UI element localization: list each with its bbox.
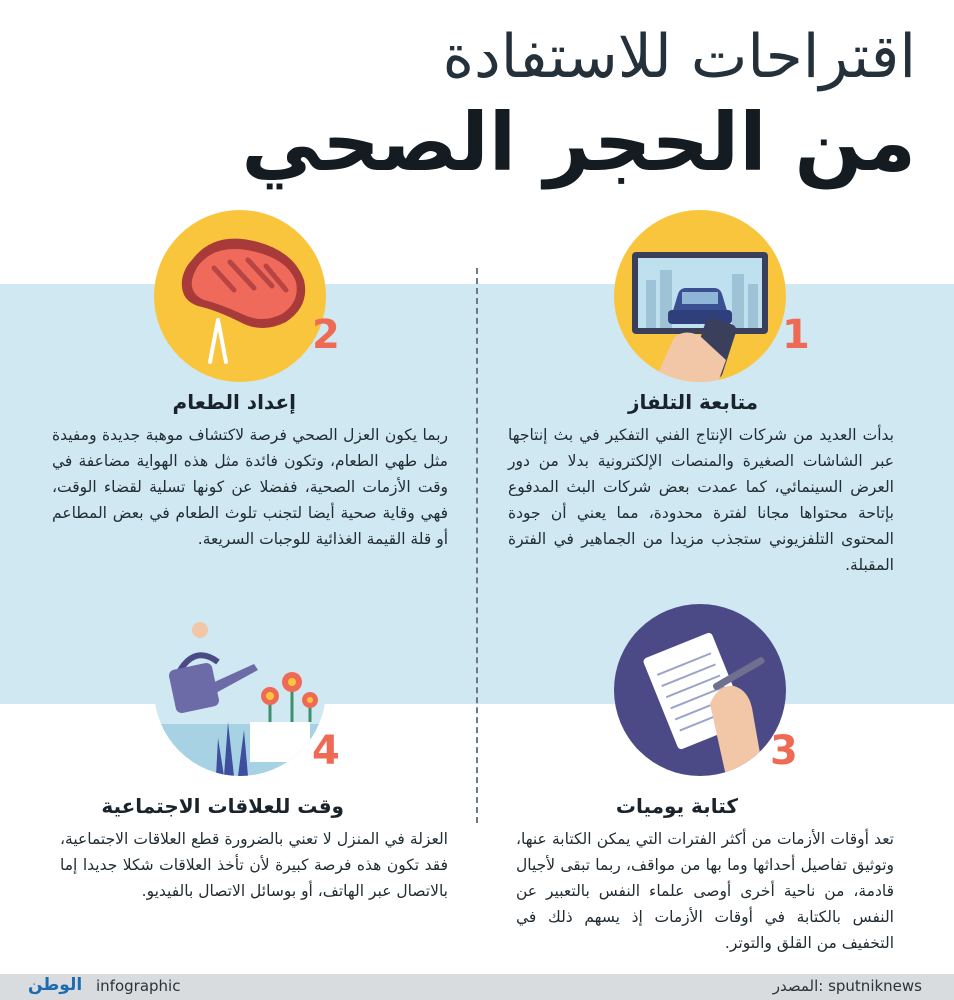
card-2-number: 2 (312, 312, 340, 358)
card-3-body: تعد أوقات الأزمات من أكثر الفترات التي يمكن الكتابة عنها، وتوثيق تفاصيل أحداثها وما بها من مواقف، ربما تبقى لأجيال قادمة، من ناحية أخرى أوصى علماء النفس بالتعبير عن النفس بالكتابة في أوقات الأزمات إذ يسهم ذلك في التخفيف من القلق والتوتر. (516, 830, 894, 952)
card-4-body: العزلة في المنزل لا تعني بالضرورة قطع العلاقات الاجتماعية، فقد تكون هذه فرصة كبيرة لأن تأخذ العلاقات شكلا جديدا إما بالاتصال عبر الهاتف، أو بوسائل الاتصال بالفيديو. (60, 830, 448, 900)
card-1-title: متابعة التلفاز (627, 390, 758, 414)
infographic-label: infographic (96, 977, 181, 995)
card-4-title: وقت للعلاقات الاجتماعية (101, 794, 344, 818)
card-2-body: ربما يكون العزل الصحي فرصة لاكتشاف موهبة جديدة ومفيدة مثل طهي الطعام، وتكون فائدة مثل هذه الهواية مضاعفة في وقت الأزمات الصحية، ففضلا عن كونها تسلية لقضاء الوقت، فهي وقاية صحية أيضا لتجنب تلوث الطعام في بعض المطاعم أو قلة القيمة الغذائية للوجبات السريعة. (52, 426, 448, 548)
card-2-title: إعداد الطعام (172, 390, 296, 414)
page-title-line1: اقتراحات للاستفادة (442, 22, 916, 92)
card-3-number: 3 (770, 728, 798, 774)
alwatan-logo: الوطن (28, 975, 83, 995)
card-3-title: كتابة يوميات (615, 794, 738, 818)
center-divider (476, 268, 478, 823)
page-title-line2: من الحجر الصحي (241, 96, 916, 189)
tv-icon (614, 210, 786, 382)
notebook-pen-icon (614, 604, 786, 776)
footer-bar (0, 974, 954, 1000)
card-1-body: بدأت العديد من شركات الإنتاج الفني التفكير في بث إنتاجها عبر الشاشات الصغيرة والمنصات الإلكترونية بدلا من دور العرض السينمائي، كما عمدت بعض شركات البث المدفوع بإتاحة محتواها مجانا لفترة محدودة، مما يعني أن جودة المحتوى التلفزيوني ستجذب مزيدا من الجماهير في الفترة المقبلة. (508, 426, 894, 574)
steak-icon (154, 210, 326, 382)
source-credit: المصدر: sputniknews (772, 977, 922, 995)
card-4-number: 4 (312, 728, 340, 774)
card-1-number: 1 (782, 312, 810, 358)
watering-can-icon (154, 604, 326, 776)
